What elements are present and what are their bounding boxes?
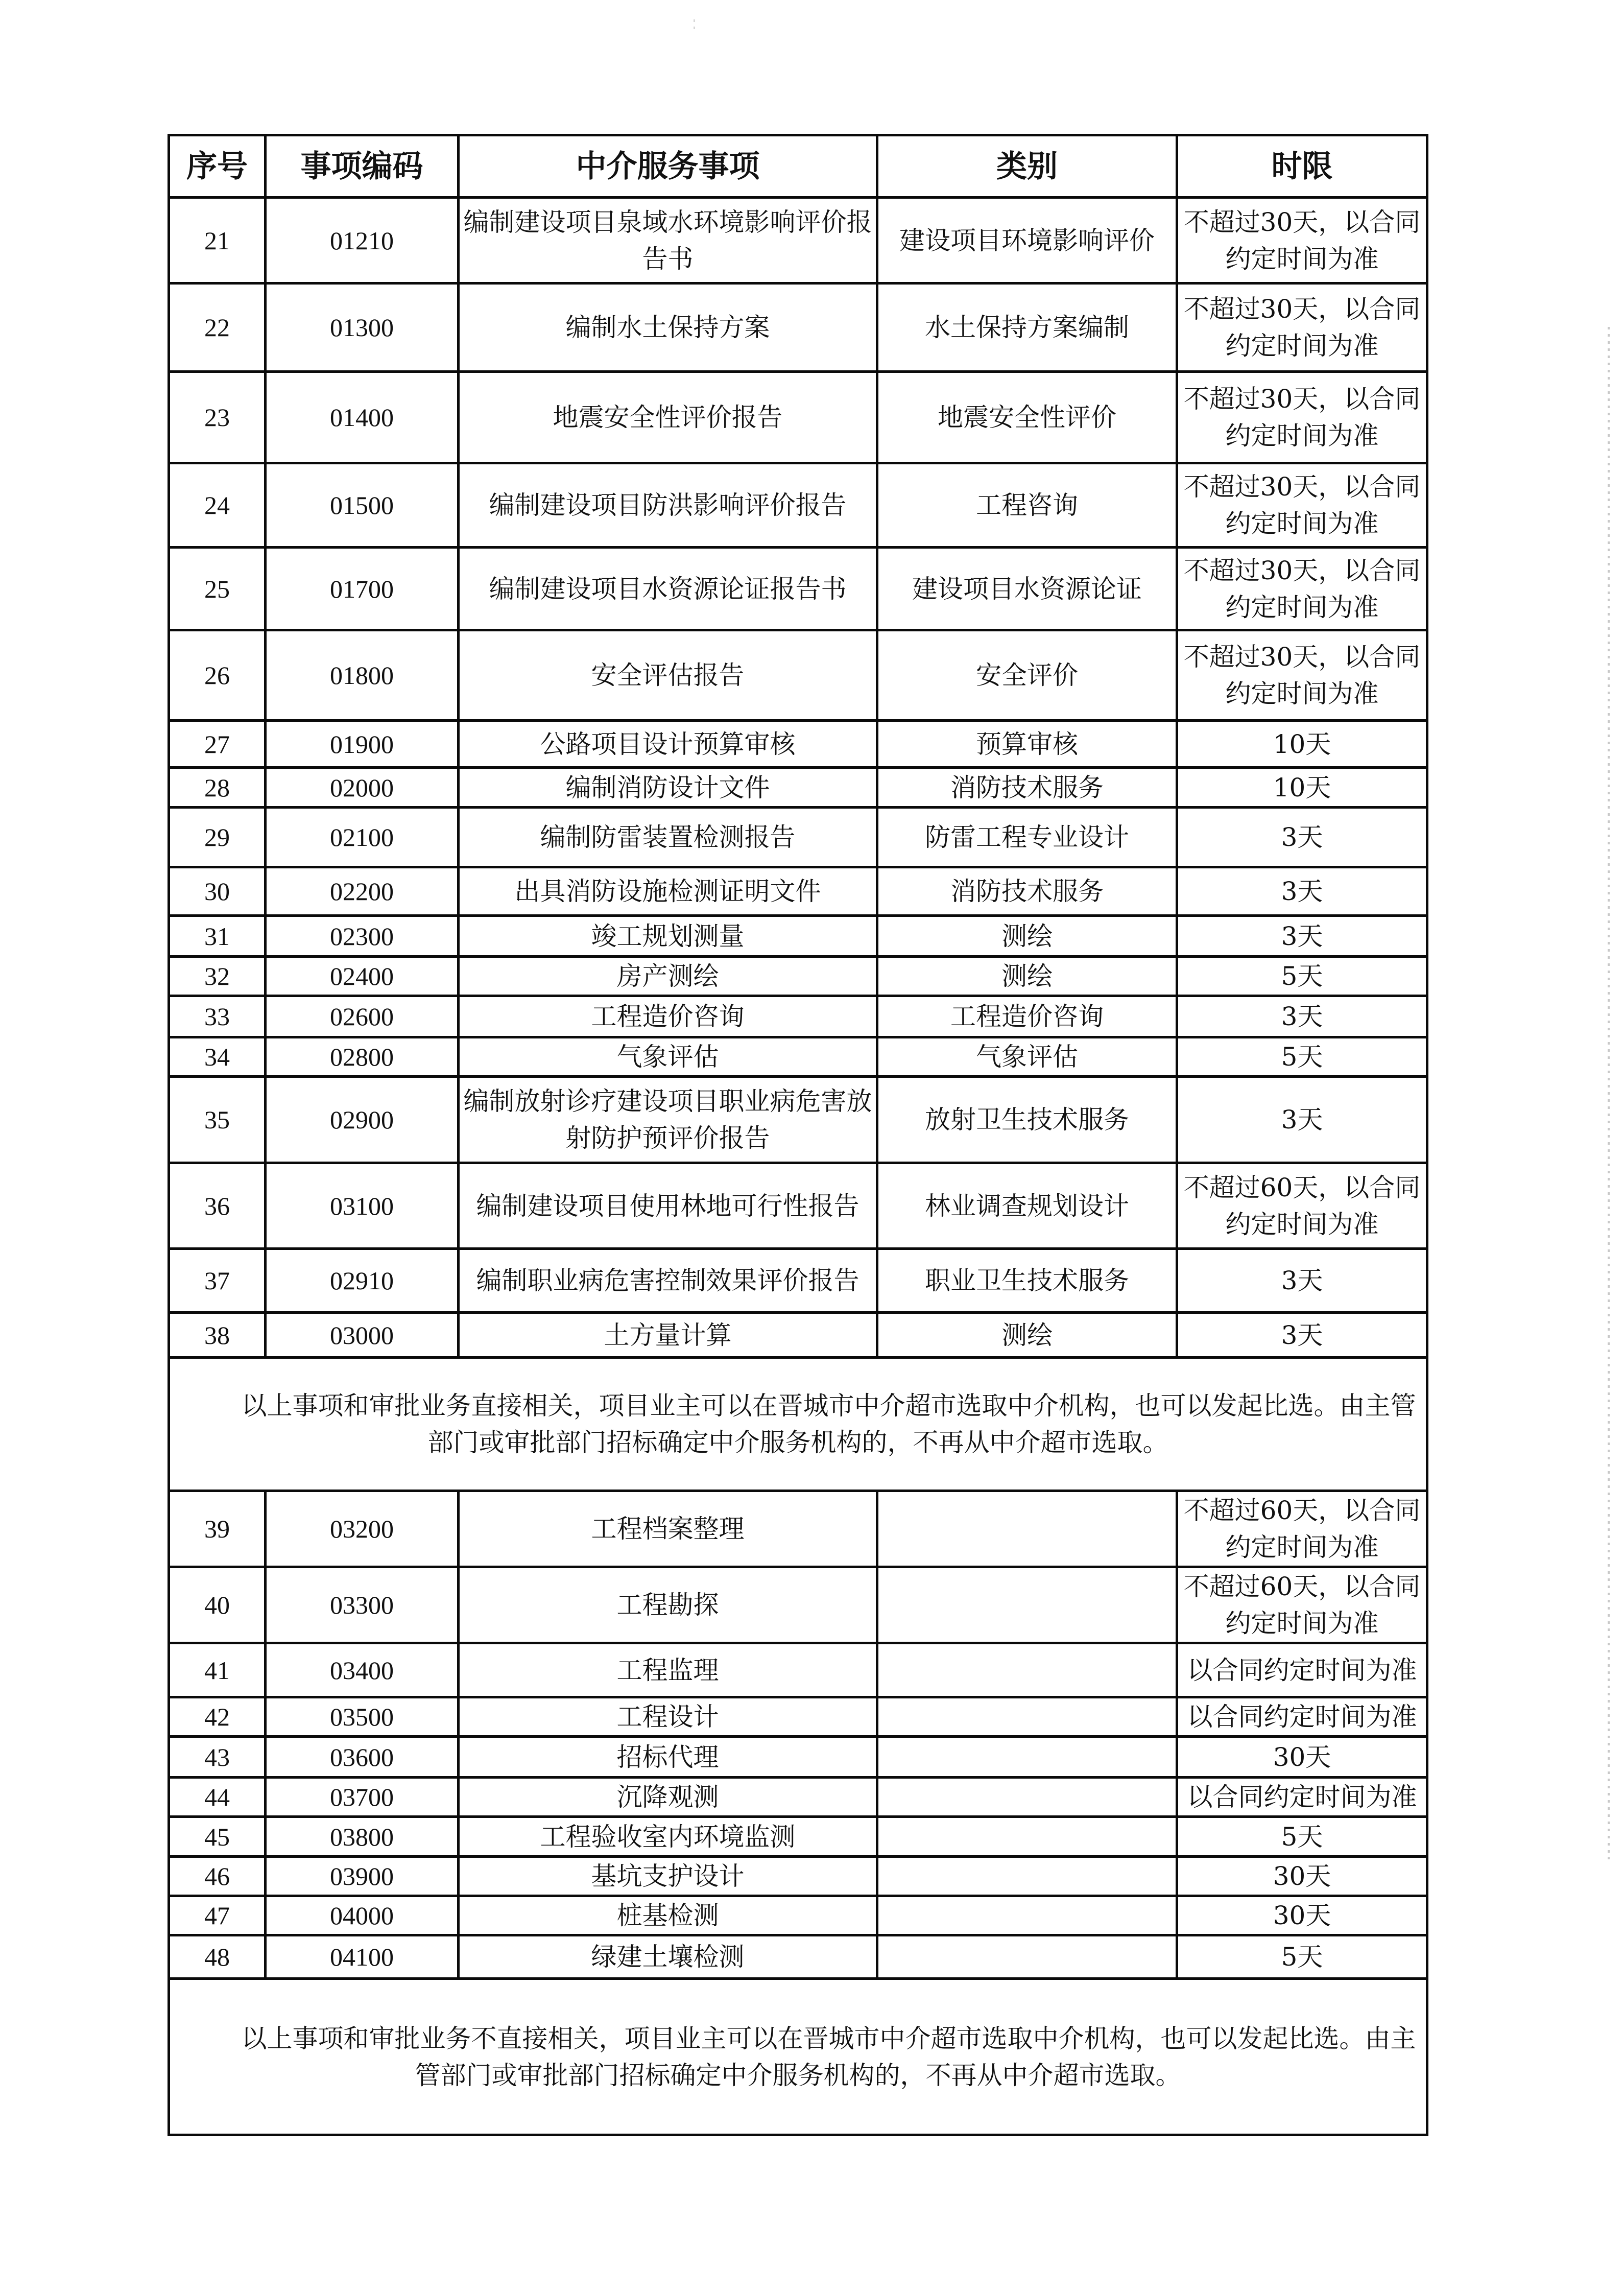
table-row [169,1491,1427,1567]
cell-time-limit: 30天 [1177,1737,1427,1778]
cell-item: 编制消防设计文件 [459,768,877,808]
table-row [169,630,1427,721]
cell-item: 工程造价咨询 [459,996,877,1037]
cell-seq: 23 [169,372,266,463]
cell-time-limit: 不超过30天，以合同约定时间为准 [1177,630,1427,721]
cell-code: 02000 [266,768,459,808]
table-row [169,548,1427,630]
cell-item: 工程监理 [459,1643,877,1697]
cell-item: 编制防雷装置检测报告 [459,808,877,867]
table-row [169,198,1427,283]
scan-artifact-margin-dots [1608,327,1610,1859]
cell-time-limit: 以合同约定时间为准 [1177,1643,1427,1697]
cell-time-limit: 3天 [1177,867,1427,916]
cell-time-limit: 5天 [1177,957,1427,996]
cell-code: 01800 [266,630,459,721]
cell-seq: 25 [169,548,266,630]
cell-category: 地震安全性评价 [877,372,1177,463]
table-row [169,721,1427,768]
cell-time-limit: 30天 [1177,1896,1427,1935]
cell-category: 测绘 [877,957,1177,996]
cell-seq: 45 [169,1817,266,1857]
table-row [169,768,1427,808]
cell-code: 02400 [266,957,459,996]
cell-code: 01700 [266,548,459,630]
cell-seq: 48 [169,1935,266,1979]
table-row [169,1163,1427,1249]
scan-artifact-top-mark [694,19,695,30]
cell-item: 编制放射诊疗建设项目职业病危害放射防护预评价报告 [459,1077,877,1163]
cell-time-limit: 3天 [1177,996,1427,1037]
table-row [169,283,1427,372]
cell-category: 工程造价咨询 [877,996,1177,1037]
cell-category [877,1857,1177,1896]
intermediary-services-table [168,134,1428,2136]
cell-item: 沉降观测 [459,1778,877,1817]
cell-time-limit: 3天 [1177,1313,1427,1358]
cell-time-limit: 不超过30天，以合同约定时间为准 [1177,283,1427,372]
cell-code: 02900 [266,1077,459,1163]
cell-seq: 43 [169,1737,266,1778]
header-item: 中介服务事项 [459,135,877,198]
cell-seq: 37 [169,1249,266,1313]
cell-code: 03800 [266,1817,459,1857]
cell-item: 土方量计算 [459,1313,877,1358]
cell-item: 招标代理 [459,1737,877,1778]
cell-category [877,1643,1177,1697]
cell-item: 编制建设项目防洪影响评价报告 [459,463,877,548]
cell-code: 02910 [266,1249,459,1313]
cell-item: 地震安全性评价报告 [459,372,877,463]
cell-category: 消防技术服务 [877,768,1177,808]
cell-code: 03500 [266,1697,459,1737]
note-cell [169,1979,1427,2135]
note-text: 以上事项和审批业务直接相关，项目业主可以在晋城市中介超市选取中介机构，也可以发起比选。由主管部门或审批部门招标确定中介服务机构的，不再从中介超市选取。 [241,1391,1416,1457]
table-body [169,198,1427,2135]
cell-seq: 21 [169,198,266,283]
cell-seq: 44 [169,1778,266,1817]
cell-code: 02100 [266,808,459,867]
cell-category: 职业卫生技术服务 [877,1249,1177,1313]
cell-code: 03000 [266,1313,459,1358]
cell-code: 03700 [266,1778,459,1817]
cell-item: 气象评估 [459,1037,877,1077]
cell-item: 公路项目设计预算审核 [459,721,877,768]
cell-item: 工程验收室内环境监测 [459,1817,877,1857]
cell-category [877,1697,1177,1737]
table-row [169,1567,1427,1643]
cell-seq: 30 [169,867,266,916]
cell-item: 工程勘探 [459,1567,877,1643]
cell-seq: 41 [169,1643,266,1697]
cell-seq: 29 [169,808,266,867]
cell-item: 房产测绘 [459,957,877,996]
cell-code: 03300 [266,1567,459,1643]
cell-item: 编制建设项目泉域水环境影响评价报告书 [459,198,877,283]
cell-seq: 39 [169,1491,266,1567]
cell-code: 03100 [266,1163,459,1249]
cell-time-limit: 以合同约定时间为准 [1177,1778,1427,1817]
cell-time-limit: 不超过30天，以合同约定时间为准 [1177,372,1427,463]
cell-time-limit: 5天 [1177,1817,1427,1857]
cell-category [877,1817,1177,1857]
cell-code: 01400 [266,372,459,463]
cell-code: 03900 [266,1857,459,1896]
cell-category [877,1737,1177,1778]
table-row [169,1037,1427,1077]
cell-seq: 32 [169,957,266,996]
note-row [169,1358,1427,1491]
note-text: 以上事项和审批业务不直接相关，项目业主可以在晋城市中介超市选取中介机构，也可以发起比选。由主管部门或审批部门招标确定中介服务机构的，不再从中介超市选取。 [241,2023,1416,2090]
table-row [169,1817,1427,1857]
cell-seq: 22 [169,283,266,372]
cell-time-limit: 5天 [1177,1935,1427,1979]
cell-category [877,1491,1177,1567]
cell-code: 04100 [266,1935,459,1979]
cell-seq: 26 [169,630,266,721]
cell-item: 出具消防设施检测证明文件 [459,867,877,916]
header-seq: 序号 [169,135,266,198]
header-category: 类别 [877,135,1177,198]
cell-item: 编制职业病危害控制效果评价报告 [459,1249,877,1313]
cell-category: 建设项目环境影响评价 [877,198,1177,283]
cell-code: 01300 [266,283,459,372]
cell-category: 水土保持方案编制 [877,283,1177,372]
table-row [169,463,1427,548]
table-row [169,1077,1427,1163]
table-row [169,808,1427,867]
cell-time-limit: 3天 [1177,808,1427,867]
cell-category: 预算审核 [877,721,1177,768]
note-row [169,1979,1427,2135]
cell-item: 桩基检测 [459,1896,877,1935]
cell-time-limit: 30天 [1177,1857,1427,1896]
table-row [169,1857,1427,1896]
cell-category [877,1935,1177,1979]
cell-code: 02800 [266,1037,459,1077]
header-code: 事项编码 [266,135,459,198]
cell-category: 测绘 [877,916,1177,957]
table-row [169,916,1427,957]
cell-seq: 36 [169,1163,266,1249]
table-row [169,996,1427,1037]
cell-item: 编制建设项目水资源论证报告书 [459,548,877,630]
table-header-row [169,135,1427,198]
cell-item: 竣工规划测量 [459,916,877,957]
cell-category: 安全评价 [877,630,1177,721]
cell-item: 工程档案整理 [459,1491,877,1567]
cell-code: 04000 [266,1896,459,1935]
cell-code: 03600 [266,1737,459,1778]
cell-time-limit: 不超过30天，以合同约定时间为准 [1177,548,1427,630]
cell-time-limit: 3天 [1177,1077,1427,1163]
cell-category: 测绘 [877,1313,1177,1358]
cell-item: 绿建土壤检测 [459,1935,877,1979]
cell-seq: 24 [169,463,266,548]
cell-category [877,1778,1177,1817]
table-row [169,1697,1427,1737]
cell-seq: 38 [169,1313,266,1358]
table-row [169,1778,1427,1817]
table-row [169,1643,1427,1697]
cell-seq: 42 [169,1697,266,1737]
cell-code: 03400 [266,1643,459,1697]
cell-time-limit: 不超过60天，以合同约定时间为准 [1177,1491,1427,1567]
cell-category [877,1896,1177,1935]
cell-code: 02200 [266,867,459,916]
header-time-limit: 时限 [1177,135,1427,198]
cell-category: 林业调查规划设计 [877,1163,1177,1249]
table-row [169,957,1427,996]
cell-code: 01900 [266,721,459,768]
cell-category: 气象评估 [877,1037,1177,1077]
note-cell [169,1358,1427,1491]
table-row [169,1313,1427,1358]
cell-item: 基坑支护设计 [459,1857,877,1896]
table-row [169,1249,1427,1313]
cell-code: 03200 [266,1491,459,1567]
cell-item: 安全评估报告 [459,630,877,721]
cell-time-limit: 10天 [1177,768,1427,808]
cell-time-limit: 10天 [1177,721,1427,768]
cell-seq: 27 [169,721,266,768]
cell-time-limit: 不超过30天，以合同约定时间为准 [1177,198,1427,283]
cell-item: 编制建设项目使用林地可行性报告 [459,1163,877,1249]
cell-seq: 28 [169,768,266,808]
cell-seq: 40 [169,1567,266,1643]
cell-time-limit: 5天 [1177,1037,1427,1077]
table-row [169,1896,1427,1935]
cell-time-limit: 3天 [1177,916,1427,957]
cell-seq: 47 [169,1896,266,1935]
cell-seq: 31 [169,916,266,957]
table-row [169,372,1427,463]
cell-category: 防雷工程专业设计 [877,808,1177,867]
cell-seq: 35 [169,1077,266,1163]
table-row [169,1935,1427,1979]
cell-time-limit: 3天 [1177,1249,1427,1313]
cell-code: 01210 [266,198,459,283]
cell-code: 01500 [266,463,459,548]
cell-category: 工程咨询 [877,463,1177,548]
cell-seq: 46 [169,1857,266,1896]
cell-category: 放射卫生技术服务 [877,1077,1177,1163]
cell-time-limit: 不超过60天，以合同约定时间为准 [1177,1567,1427,1643]
cell-time-limit: 不超过60天，以合同约定时间为准 [1177,1163,1427,1249]
cell-code: 02600 [266,996,459,1037]
cell-category [877,1567,1177,1643]
cell-time-limit: 以合同约定时间为准 [1177,1697,1427,1737]
cell-item: 编制水土保持方案 [459,283,877,372]
table-row [169,1737,1427,1778]
cell-seq: 34 [169,1037,266,1077]
cell-item: 工程设计 [459,1697,877,1737]
table-row [169,867,1427,916]
cell-seq: 33 [169,996,266,1037]
cell-code: 02300 [266,916,459,957]
cell-category: 消防技术服务 [877,867,1177,916]
cell-time-limit: 不超过30天，以合同约定时间为准 [1177,463,1427,548]
cell-category: 建设项目水资源论证 [877,548,1177,630]
